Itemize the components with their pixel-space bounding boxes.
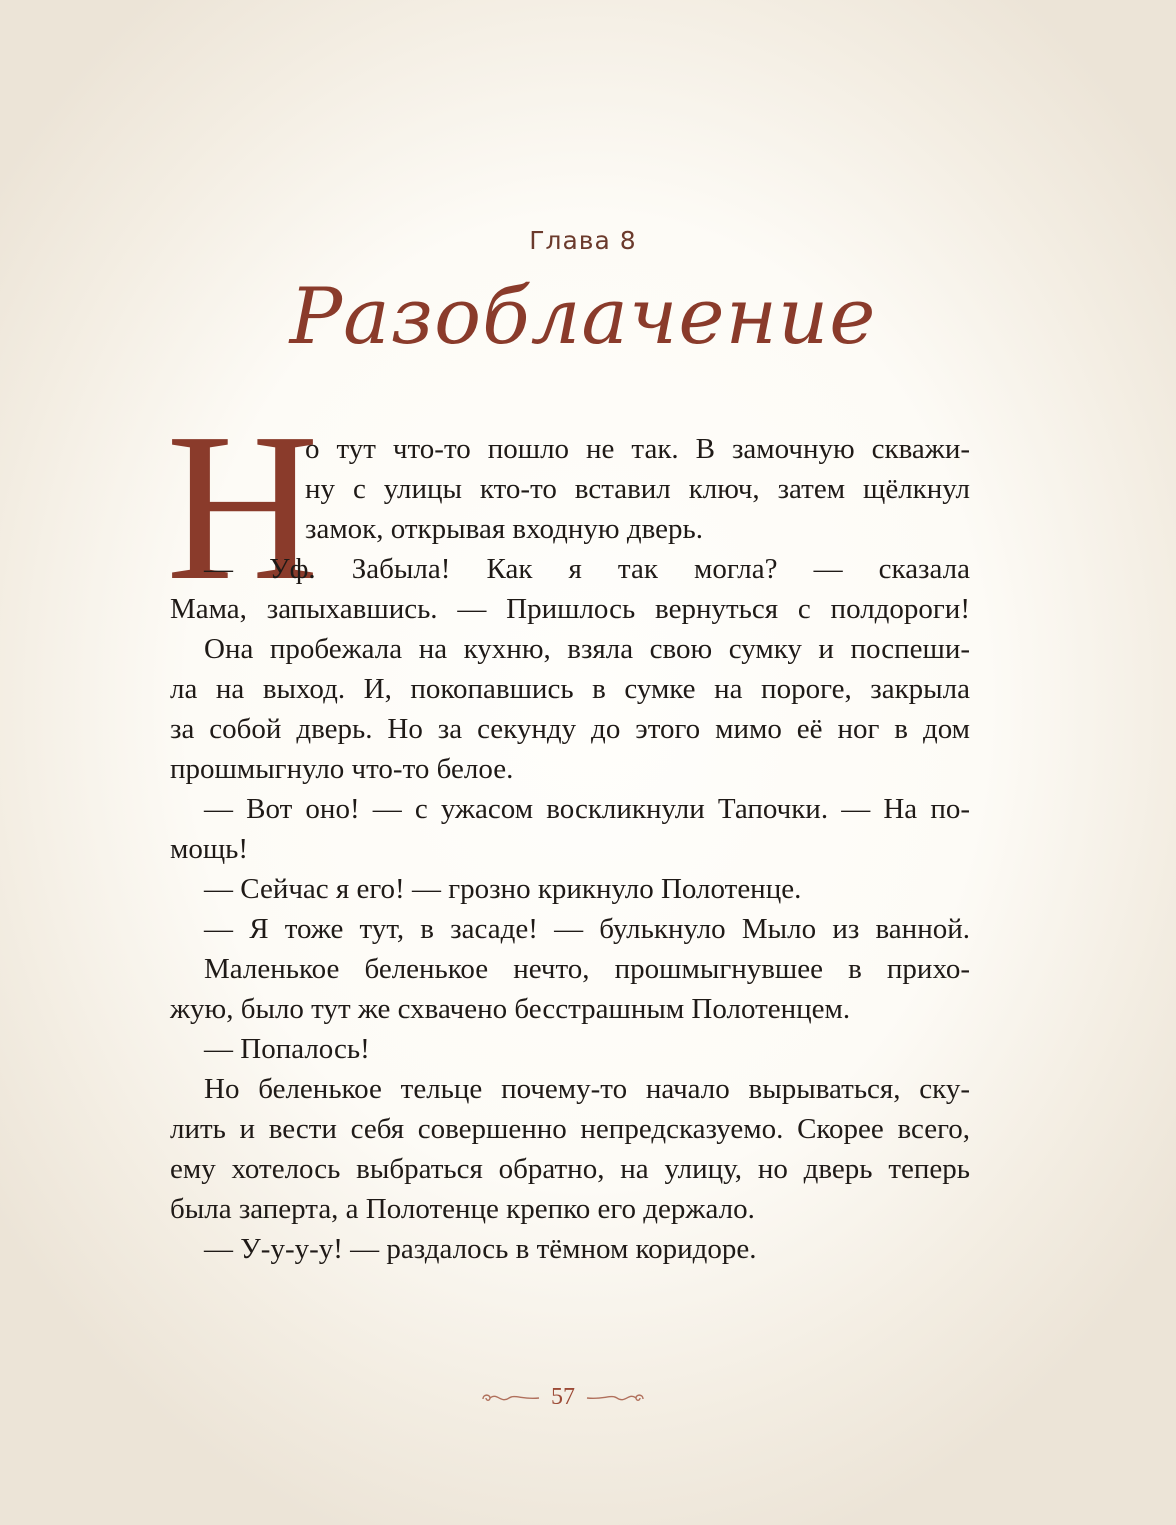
- text-line: — Попалось!: [204, 1033, 370, 1065]
- text-line: ла на выход. И, покопавшись в сумке на пороге, закрыла: [170, 673, 970, 705]
- text-line: — Вот оно! — с ужасом воскликнули Тапочки. — На по-: [204, 793, 970, 825]
- text-line: ему хотелось выбраться обратно, на улицу, но дверь теперь: [170, 1153, 970, 1185]
- text-line: мощь!: [170, 833, 249, 865]
- text-line: Она пробежала на кухню, взяла свою сумку и поспеши-: [204, 633, 970, 665]
- text-line: о тут что-то пошло не так. В замочную скважи-: [305, 433, 970, 465]
- page-footer: [0, 1384, 1126, 1411]
- text-line: — Сейчас я его! — грозно крикнуло Полотенце.: [204, 873, 802, 905]
- text-line: Но беленькое тельце почему-то начало вырываться, ску-: [204, 1073, 970, 1105]
- text-line: ну с улицы кто-то вставил ключ, затем щёлкнул: [305, 473, 970, 505]
- text-line: Маленькое беленькое нечто, прошмыгнувшее в прихо-: [204, 953, 970, 985]
- right-flourish-icon: [585, 1389, 647, 1407]
- text-line: — У-у-у-у! — раздалось в тёмном коридоре.: [204, 1233, 757, 1265]
- chapter-title: Разоблачение: [289, 272, 877, 362]
- chapter-text: [170, 429, 970, 1269]
- page-number: 57: [551, 1384, 575, 1410]
- text-line: лить и вести себя совершенно непредсказуемо. Скорее всего,: [170, 1113, 970, 1145]
- text-line: — Я тоже тут, в засаде! — булькнуло Мыло из ванной.: [204, 913, 970, 945]
- text-line: Мама, запыхавшись. — Пришлось вернуться с полдороги!: [170, 593, 970, 625]
- text-line: прошмыгнуло что-то белое.: [170, 753, 514, 785]
- chapter-label: Глава 8: [529, 226, 637, 255]
- text-line: — Уф. Забыла! Как я так могла? — сказала: [204, 553, 970, 585]
- text-line: жую, было тут же схвачено бесстрашным Полотенцем.: [170, 993, 851, 1025]
- left-flourish-icon: [479, 1389, 541, 1407]
- text-line: за собой дверь. Но за секунду до этого мимо её ног в дом: [170, 713, 970, 745]
- drop-cap: Н: [166, 389, 320, 624]
- text-line: была заперта, а Полотенце крепко его держало.: [170, 1193, 755, 1225]
- text-line: замок, открывая входную дверь.: [305, 513, 703, 545]
